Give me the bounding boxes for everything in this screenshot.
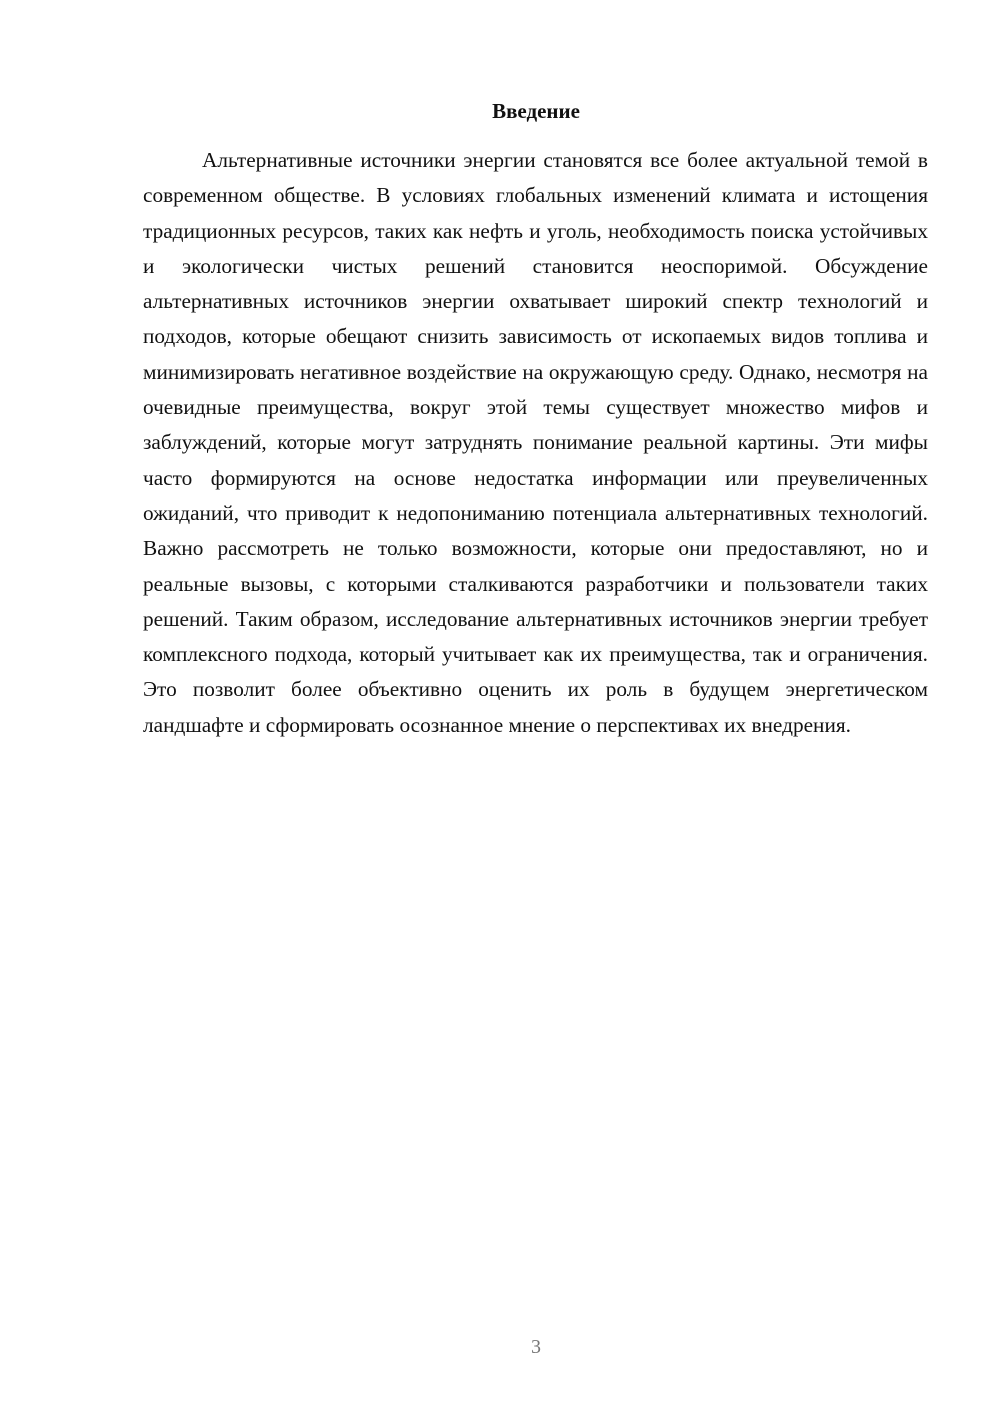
body-paragraph: Альтернативные источники энергии становятся все более актуальной темой в современном обществе. В условиях глобальных изменений климата и истощения традиционных ресурсов, таких как нефть и уголь, необходимость поиска устойчивых и экологически чистых решений становится неоспоримой. Обсуждение альтернативных источников энергии охватывает широкий спектр технологий и подходов, которые обещают снизить зависимость от ископаемых видов топлива и минимизировать негативное воздействие на окружающую среду. Однако, несмотря на очевидные преимущества, вокруг этой темы существует множество мифов и заблуждений, которые могут затруднять понимание реальной картины. Эти мифы часто формируются на основе недостатка информации или преувеличенных ожиданий, что приводит к недопониманию потенциала альтернативных технологий. Важно рассмотреть не только возможности, которые они предоставляют, но и реальные вызовы, с которыми сталкиваются разработчики и пользователи таких решений. Таким образом, исследование альтернативных источников энергии требует комплексного подхода, который учитывает как их преимущества, так и ограничения. Это позволит более объективно оценить их роль в будущем энергетическом ландшафте и сформировать осознанное мнение о перспективах их внедрения.: [143, 148, 928, 737]
page-number: 3: [531, 1336, 541, 1358]
section-heading: Введение: [492, 99, 580, 123]
